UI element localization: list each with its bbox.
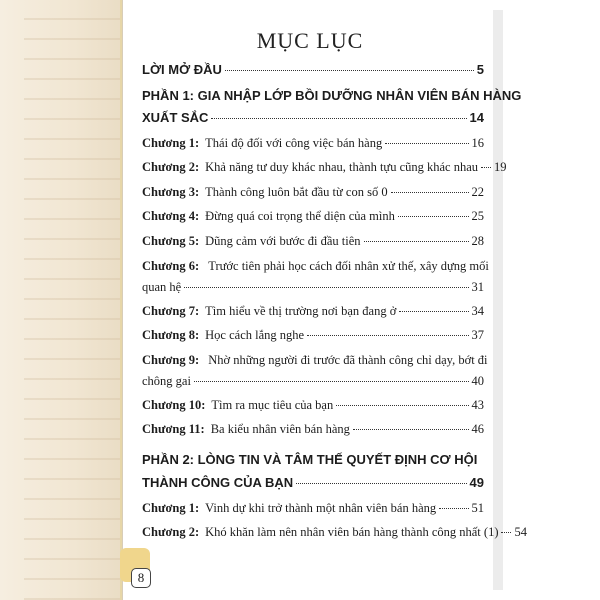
toc-page: 31 — [471, 280, 484, 294]
toc-label: Chương 2: — [142, 160, 200, 174]
page-title: MỤC LỤC — [256, 28, 364, 53]
toc-title: Trước tiên phải học cách đối nhân xử thế, xây dựng mối — [208, 259, 489, 273]
toc-title: Khả năng tư duy khác nhau, thành tựu cũng khác nhau — [205, 160, 479, 174]
toc-label: Chương 4: — [142, 209, 200, 223]
toc-page: 14 — [469, 110, 484, 125]
toc-label: Chương 11: — [142, 422, 205, 436]
toc-leader — [225, 70, 474, 71]
toc-leader — [481, 167, 491, 168]
toc-entry-chapter — [142, 501, 484, 516]
toc-part-1-line-1: PHẦN 1: GIA NHẬP LỚP BỒI DƯỠNG NHÂN VIÊN BÁN HÀNG — [142, 88, 522, 103]
toc-leader — [501, 532, 511, 533]
toc-page: 28 — [471, 234, 484, 248]
toc-leader — [184, 287, 468, 288]
toc-title: Tìm hiểu về thị trường nơi bạn đang ở — [205, 304, 397, 318]
toc-label-cont: THÀNH CÔNG CỦA BẠN — [142, 475, 294, 490]
toc-entry-chapter-line-1 — [142, 259, 489, 274]
toc-title: Tìm ra mục tiêu của bạn — [211, 398, 334, 412]
toc-entry-chapter — [142, 422, 484, 437]
toc-leader — [385, 143, 468, 144]
page-number: 8 — [131, 568, 151, 588]
toc-title: Thái độ đối với công việc bán hàng — [205, 136, 383, 150]
toc-title-cont: chông gai — [142, 374, 191, 388]
toc-page: 25 — [471, 209, 484, 223]
toc-title: Khó khăn làm nên nhân viên bán hàng thành công nhất (1) — [205, 525, 499, 539]
toc-label: Chương 3: — [142, 185, 200, 199]
toc-page: 43 — [471, 398, 484, 412]
toc-label: Chương 2: — [142, 525, 200, 539]
toc-title: Nhờ những người đi trước đã thành công chỉ dạy, bớt đi — [208, 353, 488, 367]
toc-leader — [364, 241, 469, 242]
toc-label-cont: XUẤT SẮC — [142, 110, 209, 125]
toc-page: 22 — [471, 185, 484, 199]
toc-entry-part-2 — [142, 475, 484, 490]
toc-page: 54 — [514, 525, 527, 539]
toc-entry-chapter — [142, 160, 507, 175]
toc-entry-chapter — [142, 234, 484, 249]
toc-leader — [399, 311, 468, 312]
toc-page: 49 — [469, 475, 484, 490]
toc-page: 51 — [471, 501, 484, 515]
toc-page: 34 — [471, 304, 484, 318]
toc-entry-preface — [142, 62, 484, 77]
left-stripes — [24, 0, 124, 600]
toc-title: Học cách lắng nghe — [205, 328, 305, 342]
toc-label: Chương 9: — [142, 353, 200, 367]
toc-entry-chapter — [142, 374, 484, 389]
toc-entry-part-1 — [142, 110, 484, 125]
toc-page: 46 — [471, 422, 484, 436]
toc-label: Chương 10: — [142, 398, 206, 412]
toc-leader — [211, 118, 466, 119]
toc-entry-chapter — [142, 185, 484, 200]
toc-page: 40 — [471, 374, 484, 388]
toc-entry-chapter — [142, 304, 484, 319]
toc-page: 5 — [476, 62, 484, 77]
toc-title: Thành công luôn bắt đầu từ con số 0 — [205, 185, 388, 199]
toc-leader — [307, 335, 468, 336]
toc-label: Chương 8: — [142, 328, 200, 342]
toc-leader — [391, 192, 469, 193]
toc-label: LỜI MỞ ĐẦU — [142, 62, 222, 77]
toc-entry-chapter-line-1 — [142, 353, 488, 368]
toc-leader — [296, 483, 466, 484]
toc-page: 16 — [471, 136, 484, 150]
toc-title: Vinh dự khi trở thành một nhân viên bán hàng — [205, 501, 437, 515]
toc-leader — [194, 381, 469, 382]
toc-title: Đừng quá coi trọng thể diện của mình — [205, 209, 395, 223]
toc-title: Dũng cảm với bước đi đầu tiên — [205, 234, 361, 248]
toc-entry-chapter — [142, 525, 527, 540]
toc-leader — [439, 508, 468, 509]
toc-label: Chương 1: — [142, 501, 200, 515]
toc-entry-chapter — [142, 398, 484, 413]
toc-entry-chapter — [142, 136, 484, 151]
toc-entry-chapter — [142, 328, 484, 343]
toc-label: Chương 6: — [142, 259, 200, 273]
toc-leader — [353, 429, 469, 430]
toc-label: Chương 7: — [142, 304, 200, 318]
toc-leader — [398, 216, 469, 217]
toc-label: Chương 5: — [142, 234, 200, 248]
toc-entry-chapter — [142, 280, 484, 295]
toc-page: 19 — [494, 160, 507, 174]
toc-page: 37 — [471, 328, 484, 342]
toc-part-2-line-1: PHẦN 2: LÒNG TIN VÀ TÂM THẾ QUYẾT ĐỊNH CƠ HỘI — [142, 452, 478, 467]
toc-title-cont: quan hệ — [142, 280, 182, 294]
toc-label: Chương 1: — [142, 136, 200, 150]
toc-leader — [336, 405, 468, 406]
toc-entry-chapter — [142, 209, 484, 224]
toc-title: Ba kiểu nhân viên bán hàng — [210, 422, 350, 436]
